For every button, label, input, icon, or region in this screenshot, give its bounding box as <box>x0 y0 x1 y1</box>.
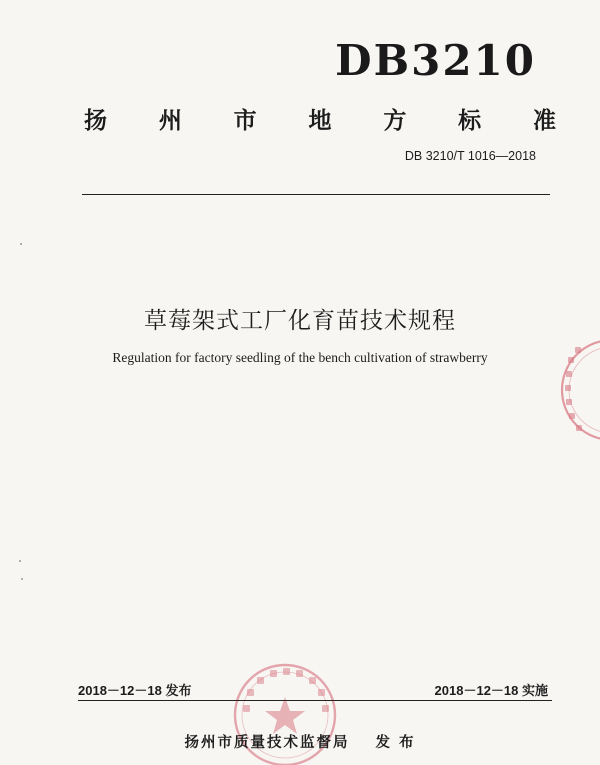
publisher-line <box>0 731 600 752</box>
standard-number: DB 3210/T 1016—2018 <box>404 149 536 163</box>
scan-speck <box>21 578 23 580</box>
scan-speck <box>19 560 21 562</box>
standard-type-char: 标 <box>458 108 482 134</box>
header-divider <box>82 194 550 195</box>
issue-date: 2018－12－18 发布 <box>78 683 192 698</box>
implementation-date: 2018－12－18 实施 <box>434 683 548 698</box>
standard-type-char: 扬 <box>84 108 107 134</box>
standard-type-char: 州 <box>158 108 182 134</box>
publish-label: 发 布 <box>375 735 416 751</box>
scan-speck <box>20 243 22 245</box>
footer-divider <box>78 700 552 701</box>
standard-type-char: 方 <box>383 108 407 134</box>
standard-type-char: 准 <box>532 108 556 134</box>
standard-type <box>84 102 556 135</box>
standard-type-char: 市 <box>233 108 257 134</box>
publisher-name: 扬州市质量技术监督局 <box>184 735 350 751</box>
standard-code: DB3210 <box>335 36 536 85</box>
title-english: Regulation for factory seedling of the bench cultivation of strawberry <box>112 350 488 365</box>
right-seal-stamp <box>552 335 600 445</box>
standard-type-char: 地 <box>308 108 332 134</box>
title-chinese: 草莓架式工厂化育苗技术规程 <box>144 308 456 334</box>
